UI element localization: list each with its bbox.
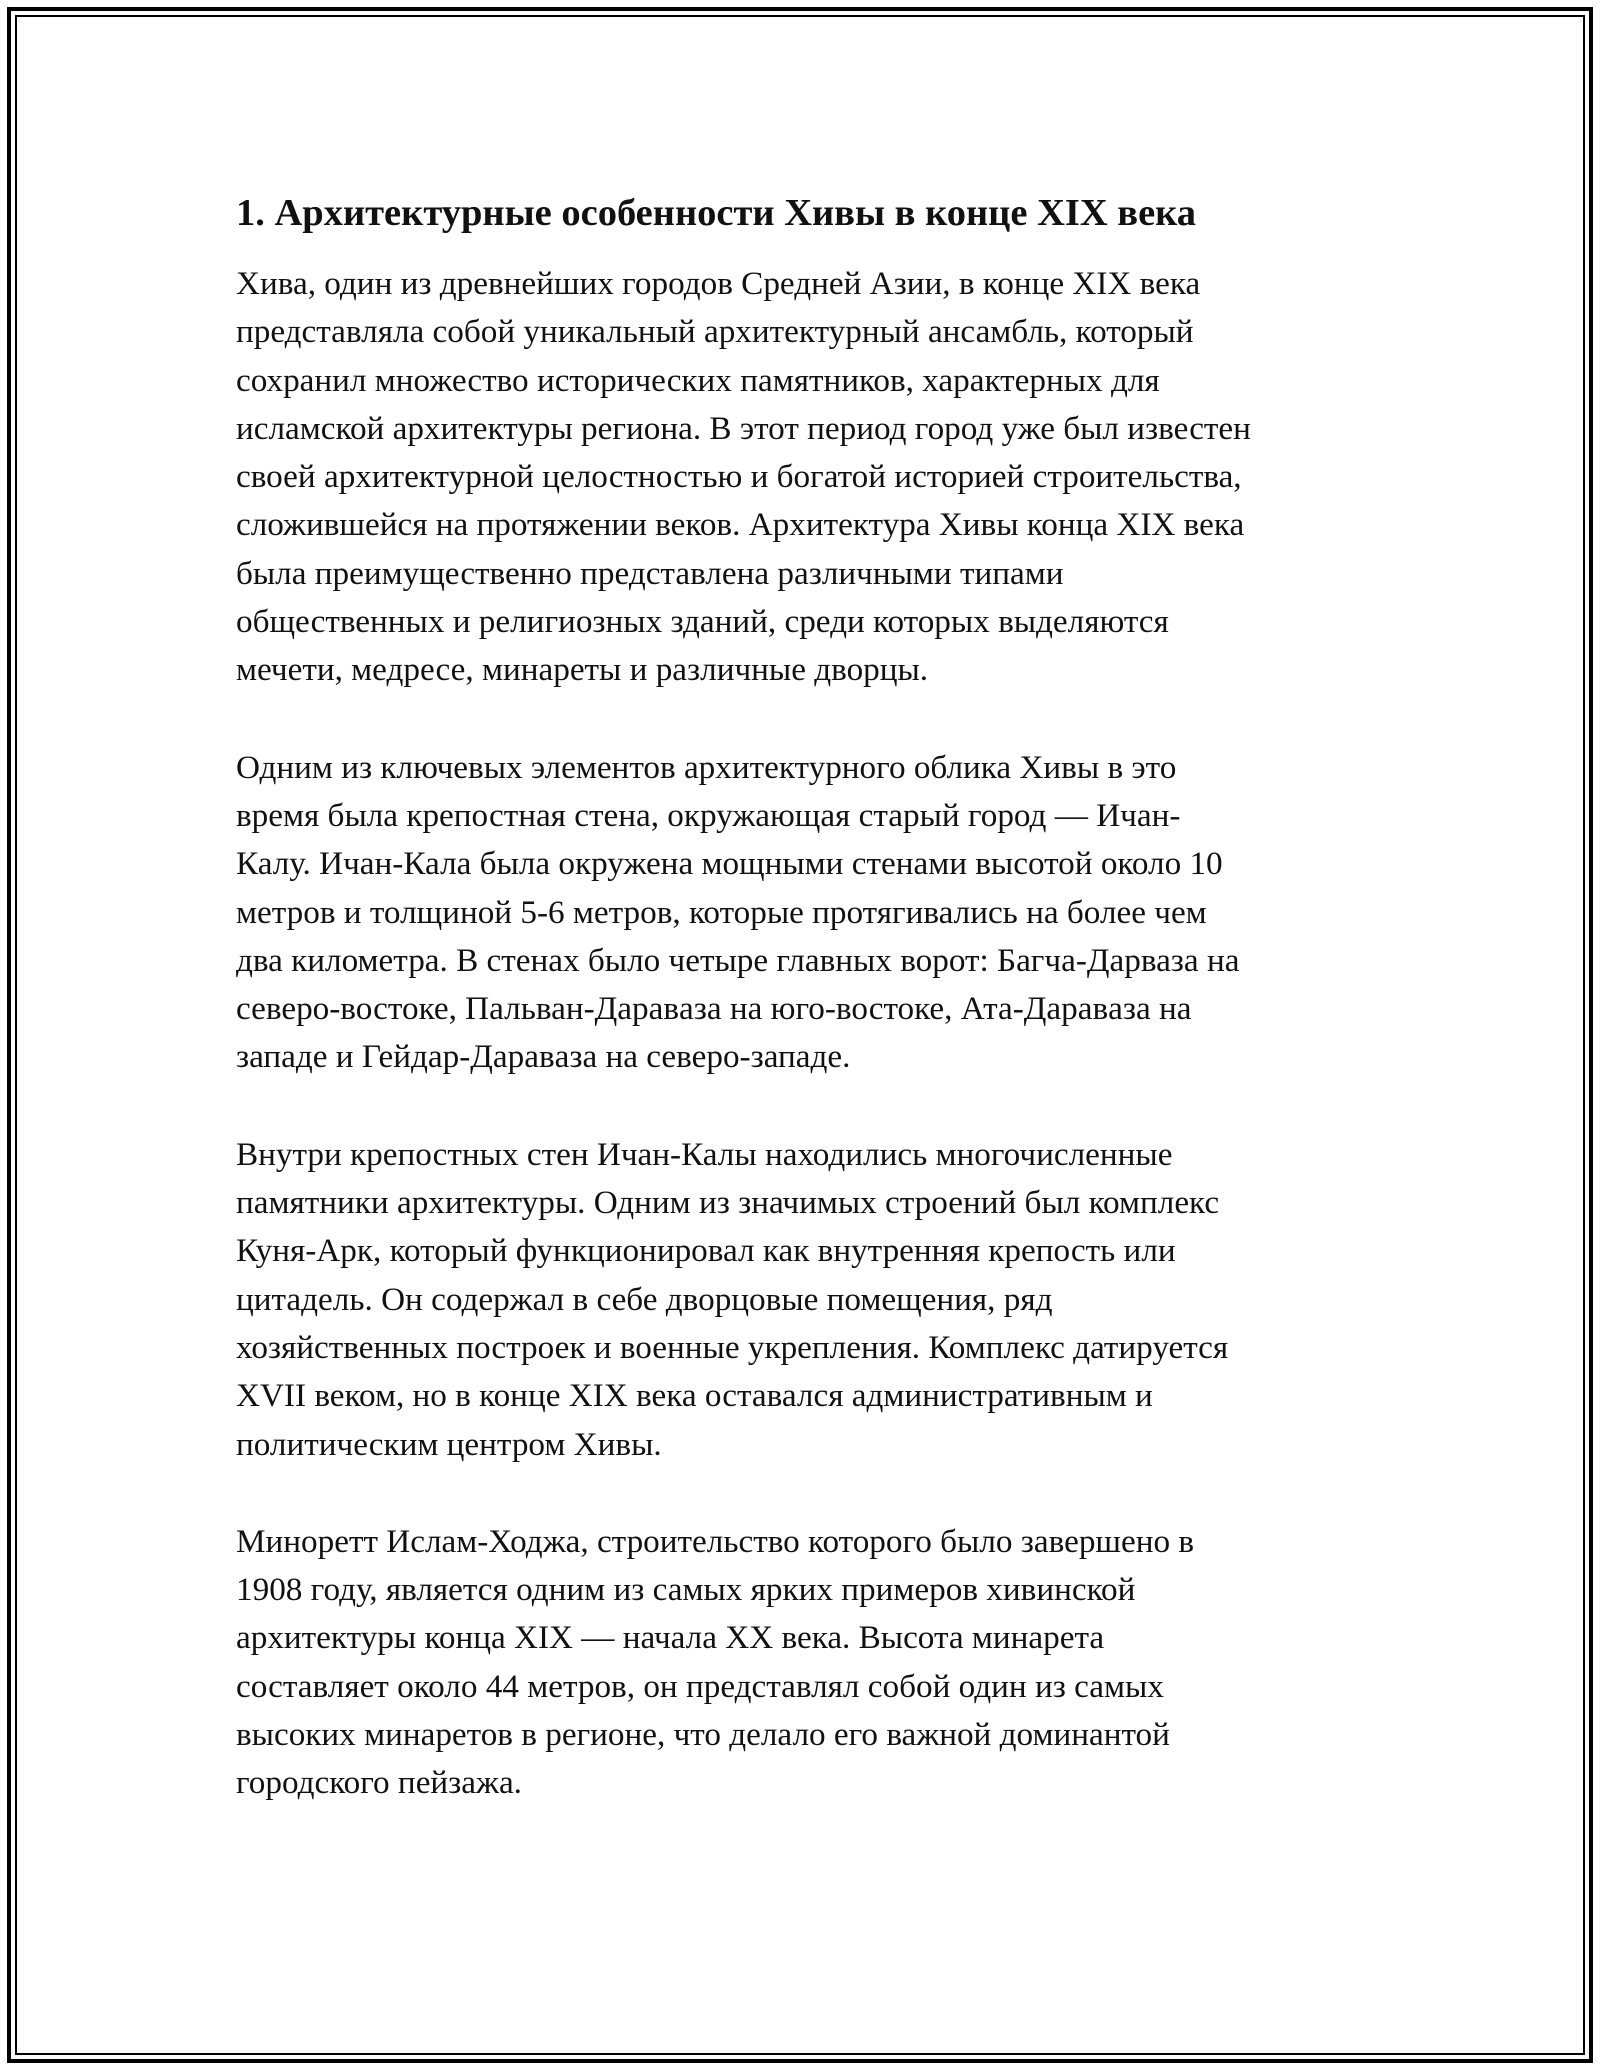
- document-body: [236, 186, 1376, 1808]
- paragraph-islam-khoja-minaret: Миноретт Ислам-Ходжа, строительство которого было завершено в 1908 году, является одним из самых ярких примеров хивинской архитектуры конца XIX — начала XX века. Высота минарета составляет около 44 метров, он представлял собой один из самых высоких минаретов в регионе, что делало его важной доминантой городского пейзажа.: [236, 1522, 1195, 1802]
- paragraph-fortress-wall: Одним из ключевых элементов архитектурного облика Хивы в это время была крепостная стена, окружающая старый город — Ичан- Калу. Ичан-Кала была окружена мощными стенами высотой около 10 метров и толщиной 5-6 метров, которые протягивались на более чем два километра. В стенах было четыре главных ворот: Багча-Дарваза на северо-востоке, Пальван-Даравaза на юго-востоке, Ата-Даравaза на западе и Гейдар-Даравaза на северо-западе.: [236, 748, 1240, 1076]
- paragraph-kunya-ark: Внутри крепостных стен Ичан-Калы находились многочисленные памятники архитектуры. Одним из значимых строений был комплекс Куня-Арк, который функционировал как внутренняя крепость или цитадель. Он содержал в себе дворцовые помещения, ряд хозяйственных построек и военные укрепления. Комплекс датируется XVII веком, но в конце XIX века оставался административным и политическим центром Хивы.: [236, 1135, 1229, 1463]
- section-heading: 1. Архитектурные особенности Хивы в конце XIX века: [236, 192, 1197, 234]
- paragraph-intro: Хива, один из древнейших городов Средней Азии, в конце XIX века представляла собой уникальный архитектурный ансамбль, который сохранил множество исторических памятников, характерных для исламской архитектуры региона. В этот период город уже был известен своей архитектурной целостностью и богатой историей строительства, сложившейся на протяжении веков. Архитектура Хивы конца XIX века была преимущественно представлена различными типами общественных и религиозных зданий, среди которых выделяются мечети, медресе, минареты и различные дворцы.: [236, 265, 1251, 689]
